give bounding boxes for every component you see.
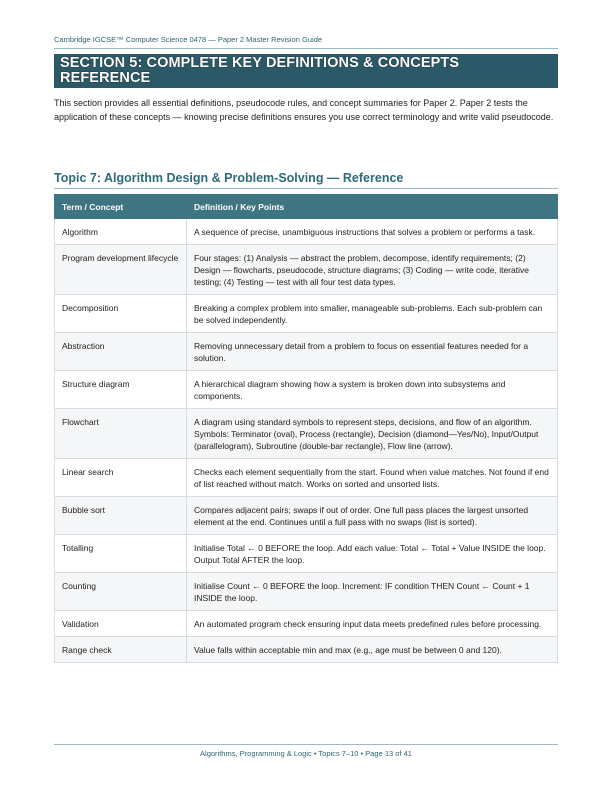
table-row (55, 637, 558, 663)
table-row (55, 295, 558, 333)
definition-cell: A diagram using standard symbols to represent steps, decisions, and flow of an algorithm. Symbols: Terminator (oval), Process (rectangle), Decision (diamond—Yes/No), Input/Output (parallelogram), Subroutine (double-bar rectangle), Flow line (arrow). (187, 409, 558, 459)
term-cell: Totalling (55, 535, 187, 573)
running-header: Cambridge IGCSE™ Computer Science 0478 — Paper 2 Master Revision Guide (54, 35, 558, 49)
term-cell: Bubble sort (55, 497, 187, 535)
table-header-row (55, 195, 558, 219)
definition-cell: Value falls within acceptable min and max (e.g., age must be between 0 and 120). (187, 637, 558, 663)
term-cell: Counting (55, 573, 187, 611)
definition-cell: Initialise Count ← 0 BEFORE the loop. Increment: IF condition THEN Count ← Count + 1 INSIDE the loop. (187, 573, 558, 611)
table-row (55, 497, 558, 535)
definitions-table (54, 194, 558, 663)
table-row (55, 535, 558, 573)
table-row (55, 409, 558, 459)
term-cell: Structure diagram (55, 371, 187, 409)
table-row (55, 333, 558, 371)
definition-cell: Checks each element sequentially from the start. Found when value matches. Not found if end of list reached without match. Works on sorted and unsorted lists. (187, 459, 558, 497)
definition-cell: An automated program check ensuring input data meets predefined rules before processing. (187, 611, 558, 637)
table-row (55, 611, 558, 637)
page-footer: Algorithms, Programming & Logic • Topics 7–10 • Page 13 of 41 (54, 744, 558, 758)
term-cell: Flowchart (55, 409, 187, 459)
definition-cell: Initialise Total ← 0 BEFORE the loop. Add each value: Total ← Total + Value INSIDE the loop. Output Total AFTER the loop. (187, 535, 558, 573)
intro-paragraph: This section provides all essential definitions, pseudocode rules, and concept summaries for Paper 2. Paper 2 tests the application of these concepts — knowing precise definitions ensures you use correct terminology and write valid pseudocode. (54, 98, 554, 122)
term-cell: Algorithm (55, 219, 187, 245)
term-cell: Range check (55, 637, 187, 663)
table-row (55, 371, 558, 409)
definition-cell: Compares adjacent pairs; swaps if out of order. One full pass places the largest unsorted element at the end. Continues until a full pass with no swaps (list is sorted). (187, 497, 558, 535)
definition-cell: Breaking a complex problem into smaller, manageable sub-problems. Each sub-problem can be solved independently. (187, 295, 558, 333)
table-row (55, 245, 558, 295)
term-cell: Abstraction (55, 333, 187, 371)
column-header-term: Term / Concept (55, 195, 187, 219)
table-row (55, 219, 558, 245)
term-cell: Validation (55, 611, 187, 637)
definition-cell: A hierarchical diagram showing how a system is broken down into subsystems and components. (187, 371, 558, 409)
section-title: SECTION 5: COMPLETE KEY DEFINITIONS & CONCEPTS REFERENCE (54, 54, 558, 88)
column-header-definition: Definition / Key Points (187, 195, 558, 219)
table-row (55, 459, 558, 497)
term-cell: Linear search (55, 459, 187, 497)
table-row (55, 573, 558, 611)
definition-cell: A sequence of precise, unambiguous instructions that solves a problem or performs a task. (187, 219, 558, 245)
topic-heading: Topic 7: Algorithm Design & Problem-Solving — Reference (54, 171, 558, 189)
definition-cell: Four stages: (1) Analysis — abstract the problem, decompose, identify requirements; (2) Design — flowcharts, pseudocode, structure diagrams; (3) Coding — write code, iterative testing; (4) Testing — test with all four test data types. (187, 245, 558, 295)
term-cell: Program development lifecycle (55, 245, 187, 295)
term-cell: Decomposition (55, 295, 187, 333)
definition-cell: Removing unnecessary detail from a problem to focus on essential features needed for a solution. (187, 333, 558, 371)
